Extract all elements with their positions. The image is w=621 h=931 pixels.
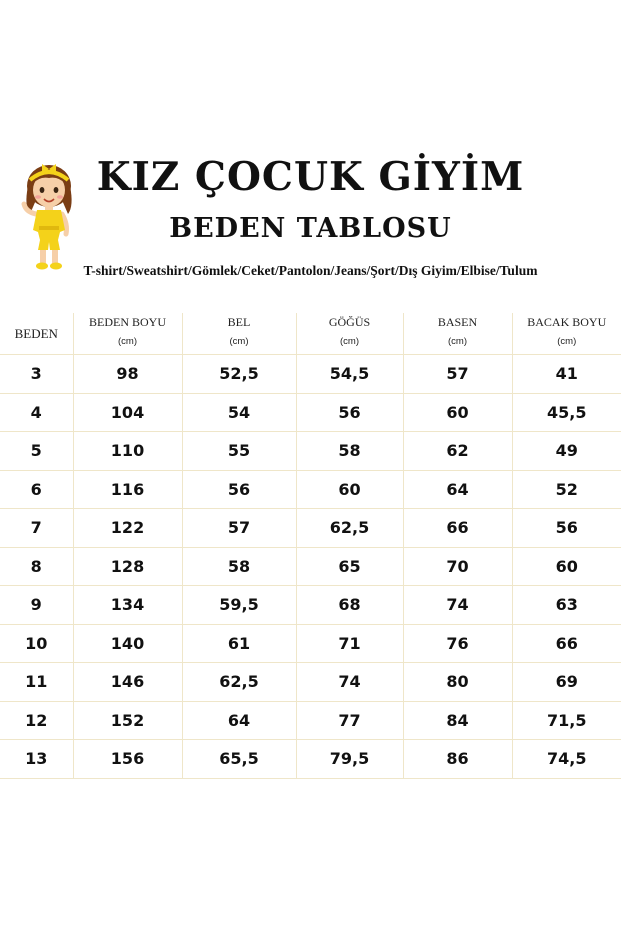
size-cell: 5 (0, 432, 73, 471)
size-table (0, 313, 621, 779)
measurement-cell: 122 (73, 509, 182, 548)
column-header-unit: (cm) (229, 336, 249, 347)
column-header-gogus (296, 313, 403, 355)
size-cell: 12 (0, 701, 73, 740)
measurement-cell: 66 (512, 624, 621, 663)
size-cell: 11 (0, 663, 73, 702)
measurement-cell: 84 (403, 701, 512, 740)
measurement-cell: 79,5 (296, 740, 403, 779)
table-row (0, 432, 621, 471)
table-row (0, 509, 621, 548)
measurement-cell: 58 (296, 432, 403, 471)
measurement-cell: 56 (512, 509, 621, 548)
size-cell: 10 (0, 624, 73, 663)
measurement-cell: 49 (512, 432, 621, 471)
table-row (0, 393, 621, 432)
measurement-cell: 104 (73, 393, 182, 432)
size-cell: 9 (0, 586, 73, 625)
measurement-cell: 68 (296, 586, 403, 625)
measurement-cell: 152 (73, 701, 182, 740)
measurement-cell: 58 (182, 547, 296, 586)
measurement-cell: 41 (512, 355, 621, 394)
measurement-cell: 57 (182, 509, 296, 548)
measurement-cell: 65 (296, 547, 403, 586)
measurement-cell: 128 (73, 547, 182, 586)
measurement-cell: 116 (73, 470, 182, 509)
measurement-cell: 61 (182, 624, 296, 663)
measurement-cell: 140 (73, 624, 182, 663)
measurement-cell: 86 (403, 740, 512, 779)
column-header-unit: (cm) (340, 336, 359, 347)
column-header-unit: (cm) (118, 336, 137, 347)
size-cell: 6 (0, 470, 73, 509)
measurement-cell: 74 (403, 586, 512, 625)
measurement-cell: 110 (73, 432, 182, 471)
column-header-beden-boyu (73, 313, 182, 355)
column-header-bacak-boyu (512, 313, 621, 355)
table-row (0, 547, 621, 586)
measurement-cell: 54,5 (296, 355, 403, 394)
size-cell: 3 (0, 355, 73, 394)
column-header-label: GÖĞÜS (328, 315, 371, 329)
measurement-cell: 62 (403, 432, 512, 471)
measurement-cell: 59,5 (182, 586, 296, 625)
size-cell: 4 (0, 393, 73, 432)
measurement-cell: 74 (296, 663, 403, 702)
measurement-cell: 66 (403, 509, 512, 548)
table-header-row (0, 313, 621, 355)
measurement-cell: 80 (403, 663, 512, 702)
column-header-label: BASEN (437, 315, 478, 329)
column-header-beden (0, 313, 73, 355)
measurement-cell: 65,5 (182, 740, 296, 779)
measurement-cell: 52 (512, 470, 621, 509)
measurement-cell: 69 (512, 663, 621, 702)
measurement-cell: 71 (296, 624, 403, 663)
measurement-cell: 45,5 (512, 393, 621, 432)
measurement-cell: 52,5 (182, 355, 296, 394)
measurement-cell: 60 (296, 470, 403, 509)
measurement-cell: 76 (403, 624, 512, 663)
measurement-cell: 71,5 (512, 701, 621, 740)
measurement-cell: 56 (296, 393, 403, 432)
table-row (0, 586, 621, 625)
size-cell: 7 (0, 509, 73, 548)
column-header-label: BEL (227, 315, 251, 329)
garment-categories: T-shirt/Sweatshirt/Gömlek/Ceket/Pantolon/Jeans/Şort/Dış Giyim/Elbise/Tulum (83, 263, 538, 278)
table-row (0, 740, 621, 779)
measurement-cell: 64 (403, 470, 512, 509)
measurement-cell: 62,5 (296, 509, 403, 548)
measurement-cell: 60 (403, 393, 512, 432)
page-title: KIZ ÇOCUK GİYİM (96, 154, 525, 200)
column-header-basen (403, 313, 512, 355)
measurement-cell: 146 (73, 663, 182, 702)
measurement-cell: 134 (73, 586, 182, 625)
measurement-cell: 62,5 (182, 663, 296, 702)
column-header-label: BACAK BOYU (527, 315, 607, 329)
column-header-unit: (cm) (557, 336, 577, 347)
column-header-unit: (cm) (448, 336, 467, 347)
measurement-cell: 77 (296, 701, 403, 740)
table-row (0, 701, 621, 740)
table-row (0, 624, 621, 663)
measurement-cell: 54 (182, 393, 296, 432)
table-row (0, 355, 621, 394)
table-row (0, 663, 621, 702)
measurement-cell: 57 (403, 355, 512, 394)
measurement-cell: 70 (403, 547, 512, 586)
size-cell: 13 (0, 740, 73, 779)
measurement-cell: 60 (512, 547, 621, 586)
measurement-cell: 74,5 (512, 740, 621, 779)
measurement-cell: 64 (182, 701, 296, 740)
size-cell: 8 (0, 547, 73, 586)
table-row (0, 470, 621, 509)
measurement-cell: 56 (182, 470, 296, 509)
column-header-label: BEDEN (14, 325, 58, 341)
measurement-cell: 63 (512, 586, 621, 625)
column-header-bel (182, 313, 296, 355)
page-subtitle: BEDEN TABLOSU (169, 213, 452, 244)
column-header-label: BEDEN BOYU (89, 315, 166, 329)
measurement-cell: 156 (73, 740, 182, 779)
measurement-cell: 98 (73, 355, 182, 394)
measurement-cell: 55 (182, 432, 296, 471)
